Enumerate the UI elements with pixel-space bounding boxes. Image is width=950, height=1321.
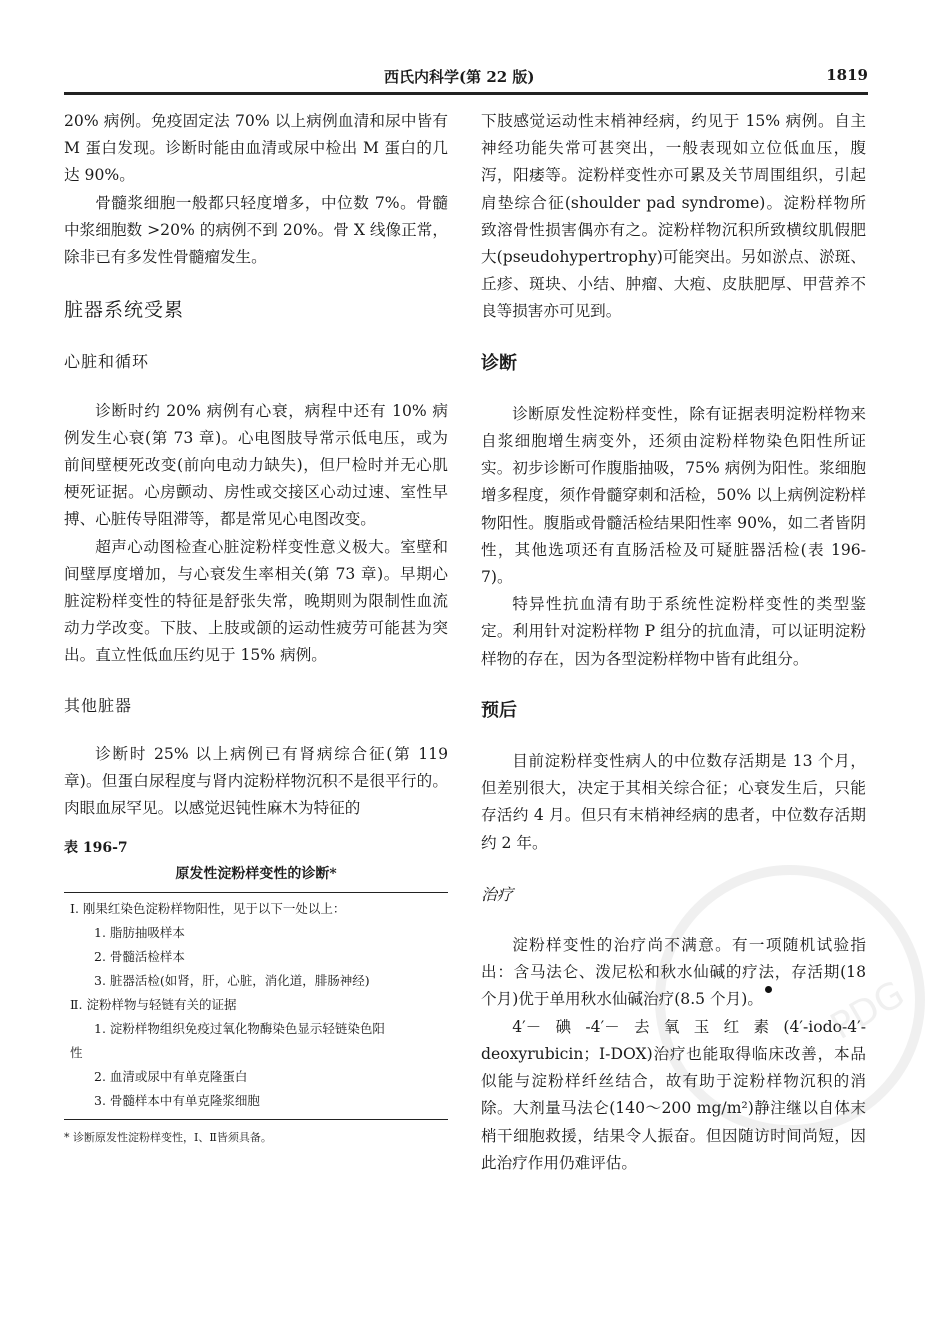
table-row: 性 — [70, 1045, 83, 1061]
table-row: 2. 骨髓活检样本 — [94, 949, 185, 965]
paragraph: 4′－碘-4′－去氧玉红素(4′-iodo-4′-deoxyrubicin；I-DOX)治疗也能取得临床改善，本品似能与淀粉样纤丝结合，故有助于淀粉样物沉积的消除。大剂量马法仑(140～200 mg/m²)静注继以自体末梢干细胞救援，结果令人振奋。但因随访时间尚短，因此治疗作用仍难评估。 — [481, 1017, 866, 1172]
paragraph: 诊断时约 20% 病例有心衰，病程中还有 10% 病例发生心衰(第 73 章)。心电图肢导常示低电压，或为前间壁梗死改变(前向电动力缺失)，但尸检时并无心肌梗死证据。心房颤动、房性或交接区心动过速、室性早搏、心脏传导阻滞等，都是常见心电图改变。 — [64, 401, 448, 529]
table-row: Ⅱ. 淀粉样物与轻链有关的证据 — [70, 997, 237, 1013]
paragraph: 目前淀粉样变性病人的中位数存活期是 13 个月，但差别很大，决定于其相关综合征；心衰发生后，只能存活约 4 月。但只有末梢神经病的患者，中位数存活期约 2 年。 — [481, 752, 866, 852]
section-heading: 脏器系统受累 — [64, 299, 185, 322]
table-row: 1. 脂肪抽吸样本 — [94, 925, 185, 941]
table-row: 3. 脏器活检(如肾，肝，心脏，消化道，腓肠神经) — [94, 973, 370, 989]
diagnosis-table — [64, 836, 448, 1150]
subsection-heading: 心脏和循环 — [64, 352, 150, 372]
paragraph: 超声心动图检查心脏淀粉样变性意义极大。室壁和间壁厚度增加，与心衰发生率相关(第 73 章)。早期心脏淀粉样变性的特征是舒张失常，晚期则为限制性血流动力学改变。下肢、上肢或颌的运动性疲劳可能甚为突出。直立性低血压约见于 15% 病例。 — [64, 537, 448, 665]
table-row: Ⅰ. 刚果红染色淀粉样物阳性，见于以下一处以上： — [70, 901, 346, 917]
bullet-mark-icon — [765, 986, 772, 993]
page-header — [64, 66, 868, 95]
running-title: 西氏内科学(第 22 版) — [384, 68, 535, 86]
table-row: 1. 淀粉样物组织免疫过氧化物酶染色显示轻链染色阳 — [94, 1021, 385, 1037]
table-footnote: * 诊断原发性淀粉样变性，Ⅰ、Ⅱ皆须具备。 — [64, 1131, 272, 1145]
paragraph: 下肢感觉运动性末梢神经病，约见于 15% 病例。自主神经功能失常可甚突出，一般表现如立位低血压，腹泻，阳痿等。淀粉样变性亦可累及关节周围组织，引起肩垫综合征(shoulder pad syndrome)。淀粉样物所致溶骨性损害偶亦有之。淀粉样物沉积所致横纹肌假肥大(pseudohypertrophy)可能突出。另如淤点、淤斑、丘疹、斑块、小结、肿瘤、大疱、皮肤肥厚、甲营养不良等损害亦可见到。 — [481, 112, 866, 321]
paragraph: 特异性抗血清有助于系统性淀粉样变性的类型鉴定。利用针对淀粉样物 P 组分的抗血清，可以证明淀粉样物的存在，因为各型淀粉样物中皆有此组分。 — [481, 595, 866, 668]
left-column — [64, 108, 448, 1150]
section-heading: 预后 — [481, 699, 517, 721]
paragraph: 骨髓浆细胞一般都只轻度增多，中位数 7%。骨髓中浆细胞数 >20% 的病例不到 20%。骨 X 线像正常，除非已有多发性骨髓瘤发生。 — [64, 193, 448, 267]
table-row: 3. 骨髓样本中有单克隆浆细胞 — [94, 1093, 260, 1109]
section-heading: 诊断 — [481, 352, 517, 374]
paragraph: 诊断原发性淀粉样变性，除有证据表明淀粉样物来自浆细胞增生病变外，还须由淀粉样物染色阳性所证实。初步诊断可作腹脂抽吸，75% 病例为阳性。浆细胞增多程度，须作骨髓穿刺和活检，50% 以上病例淀粉样物阳性。腹脂或骨髓活检结果阳性率 90%，如二者皆阴性，其他选项还有直肠活检及可疑脏器活检(表 196-7)。 — [481, 404, 866, 587]
watermark-text: PDG — [824, 973, 912, 1048]
paragraph: 20% 病例。免疫固定法 70% 以上病例血清和尿中皆有 M 蛋白发现。诊断时能由血清或尿中检出 M 蛋白的几达 90%。 — [64, 112, 448, 185]
page-number: 1819 — [826, 66, 868, 84]
table-body — [64, 892, 448, 1120]
paragraph: 诊断时 25% 以上病例已有肾病综合征(第 119 章)。但蛋白尿程度与肾内淀粉样物沉积不是很平行的。肉眼血尿罕见。以感觉迟钝性麻木为特征的 — [64, 744, 448, 818]
paragraph-text: 淀粉样变性的治疗尚不满意。有一项随机试验指出：含马法仑、泼尼松和秋水仙碱的疗法，存活期(18 个月)优于单用秋水仙碱治疗(8.5 个月)。 — [481, 936, 866, 1009]
paragraph — [481, 932, 866, 1014]
section-heading: 治疗 — [481, 884, 514, 904]
right-column — [481, 108, 866, 1177]
subsection-heading: 其他脏器 — [64, 695, 133, 715]
table-title: 原发性淀粉样变性的诊断* — [175, 866, 337, 883]
table-row: 2. 血清或尿中有单克隆蛋白 — [94, 1069, 248, 1085]
table-label: 表 196-7 — [64, 840, 128, 857]
